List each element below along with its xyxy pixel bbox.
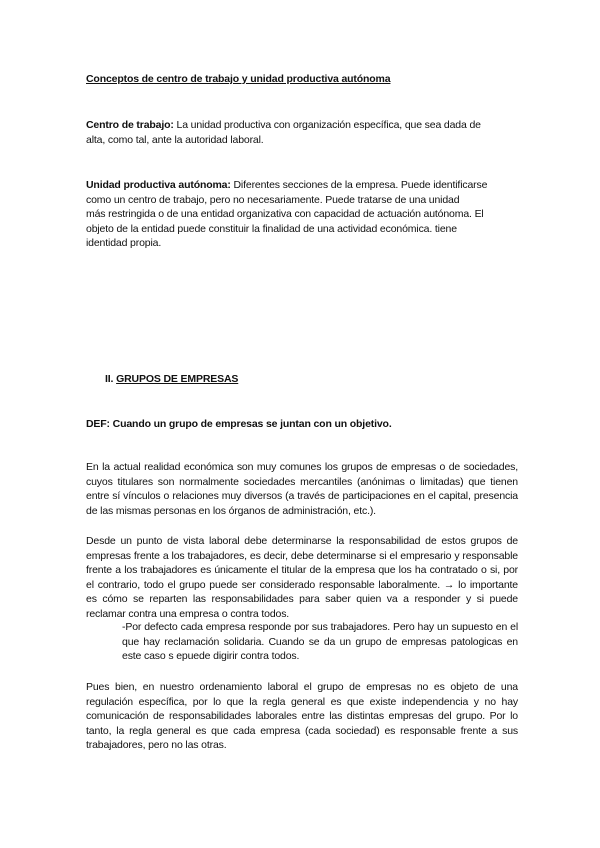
definition-text: más restringida o de una entidad organizativa con capacidad de actuación autónoma. El <box>86 208 484 220</box>
definition-text: objeto de la entidad puede constituir la finalidad de una actividad económica. tiene <box>86 222 457 235</box>
term-unidad-productiva: Unidad productiva autónoma: <box>86 179 231 191</box>
definition-text: Diferentes secciones de la empresa. Puede identificarse <box>233 179 488 191</box>
definition-def: DEF: Cuando un grupo de empresas se juntan con un objetivo. <box>86 418 392 430</box>
definition-unidad-productiva <box>86 178 526 251</box>
section-title: GRUPOS DE EMPRESAS <box>116 373 239 385</box>
term-centro-de-trabajo: Centro de trabajo: <box>86 119 174 131</box>
paragraph-ordenamiento-laboral: Pues bien, en nuestro ordenamiento laboral el grupo de empresas no es objeto de una regulación específica, por lo que la regla general es que existe independencia y no hay comunicación de responsabilidades laborales entre las distintas empresas del grupo. Por lo tanto, la regla general es que cada empresa (cada sociedad) es responsable frente a sus trabajadores, pero no las otras. <box>86 681 518 751</box>
section-heading-grupos <box>105 372 238 387</box>
definition-text: alta, como tal, ante la autoridad laboral. <box>86 133 264 146</box>
section-title-conceptos: Conceptos de centro de trabajo y unidad productiva autónoma <box>86 73 391 85</box>
definition-centro-de-trabajo <box>86 118 526 147</box>
definition-text: La unidad productiva con organización específica, que sea dada de <box>176 119 481 131</box>
indented-note: -Por defecto cada empresa responde por sus trabajadores. Pero hay un supuesto en el que hay reclamación solidaria. Cuando se da un grupo de empresas patologicas en este caso s epuede digirir contra todos. <box>122 621 518 662</box>
paragraph-realidad-economica: En la actual realidad económica son muy comunes los grupos de empresas o de sociedades, cuyos titulares son normalmente sociedades mercantiles (anónimas o limitadas) que tienen entre sí vínculos o relaciones muy diversos (a través de participaciones en el capital, presencia de las mismas personas en los órganos de administración, etc.). <box>86 461 518 517</box>
paragraph-punto-de-vista-laboral: Desde un punto de vista laboral debe determinarse la responsabilidad de estos grupos de empresas frente a los trabajadores, es decir, debe determinarse si el empresario y responsable frente a los trabajadores es únicamente el titular de la empresa que los ha contratado o si, por el contrario, todo el grupo puede ser considerado responsable laboralmente. → lo importante es cómo se reparten las responsabilidades para saber quien va a responder y si puede reclamar contra una empresa o contra todos. <box>86 535 518 620</box>
section-number: II. <box>105 373 114 385</box>
definition-text: como un centro de trabajo, pero no necesariamente. Puede tratarse de una unidad <box>86 193 460 206</box>
definition-text: identidad propia. <box>86 237 162 249</box>
